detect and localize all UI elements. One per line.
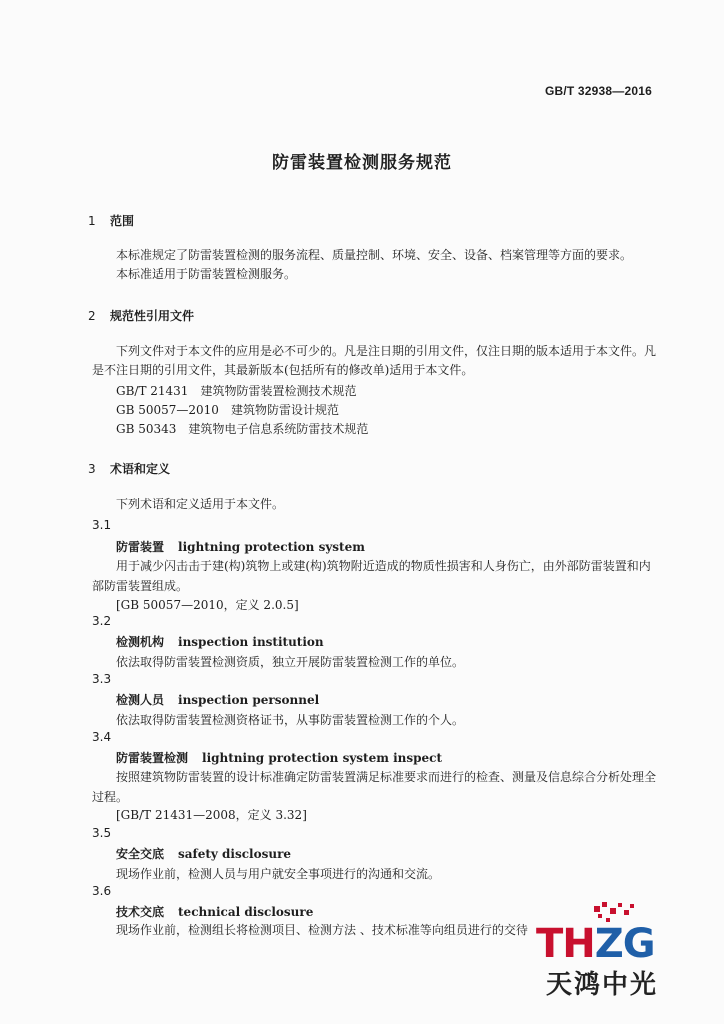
document-title: 防雷装置检测服务规范: [272, 153, 452, 173]
clause-number: 3.3: [92, 672, 112, 686]
logo-letters: [536, 922, 682, 966]
reference-item: GB 50343 建筑物电子信息系统防雷技术规范: [116, 422, 369, 436]
term-heading: 检测人员 inspection personnel: [116, 693, 320, 707]
clause-number: 3.1: [92, 518, 112, 532]
clause-number: 3.5: [92, 826, 112, 840]
term-source: [GB 50057—2010，定义 2.0.5]: [116, 598, 299, 612]
reference-item: GB/T 21431 建筑物防雷装置检测技术规范: [116, 384, 357, 398]
term-definition: 用于减少闪击击于建(构)筑物上或建(构)筑物附近造成的物质性损害和人身伤亡，由外部防雷装置和内部防雷装置组成。: [92, 559, 651, 593]
term-definition: 依法取得防雷装置检测资格证书，从事防雷装置检测工作的个人。: [116, 713, 465, 727]
clause-number: 3.4: [92, 730, 112, 744]
logo-letter: G: [622, 921, 655, 967]
term-definition: 现场作业前，检测组长将检测项目、检测方法 、技术标准等向组员进行的交待: [116, 923, 528, 937]
logo-letter: T: [536, 921, 563, 967]
logo-letter: H: [562, 921, 595, 967]
term-definition: 按照建筑物防雷装置的设计标准确定防雷装置满足标准要求而进行的检查、测量及信息综合分析处理全过程。: [92, 770, 657, 804]
scope-paragraph-1: 本标准规定了防雷装置检测的服务流程、质量控制、环境、安全、设备、档案管理等方面的要求。: [116, 248, 633, 262]
scope-paragraph-2: 本标准适用于防雷装置检测服务。: [116, 267, 297, 281]
section-heading-1: 1 范围: [88, 214, 135, 228]
logo-letter: Z: [594, 921, 623, 967]
company-logo: [536, 900, 682, 1000]
term-heading: 防雷装置检测 lightning protection system inspect: [116, 751, 443, 765]
term-heading: 防雷装置 lightning protection system: [116, 540, 365, 554]
references-intro: 下列文件对于本文件的应用是必不可少的。凡是注日期的引用文件，仅注日期的版本适用于本文件。凡是不注日期的引用文件，其最新版本(包括所有的修改单)适用于本文件。: [92, 344, 657, 377]
term-heading: 技术交底 technical disclosure: [116, 905, 314, 919]
term-definition: 现场作业前，检测人员与用户就安全事项进行的沟通和交流。: [116, 867, 441, 881]
terms-intro: 下列术语和定义适用于本文件。: [116, 497, 285, 511]
reference-item: GB 50057—2010 建筑物防雷设计规范: [116, 403, 339, 417]
clause-number: 3.6: [92, 884, 112, 898]
standard-code: GB/T 32938—2016: [544, 84, 652, 98]
section-heading-2: 2 规范性引用文件: [88, 309, 195, 323]
term-heading: 检测机构 inspection institution: [116, 635, 324, 649]
term-heading: 安全交底 safety disclosure: [116, 847, 292, 861]
term-definition: 依法取得防雷装置检测资质，独立开展防雷装置检测工作的单位。: [116, 655, 465, 669]
clause-number: 3.2: [92, 614, 112, 628]
section-heading-3: 3 术语和定义: [88, 462, 171, 476]
term-source: [GB/T 21431—2008，定义 3.32]: [116, 808, 307, 822]
logo-company-name: 天鸿中光: [546, 970, 659, 1000]
